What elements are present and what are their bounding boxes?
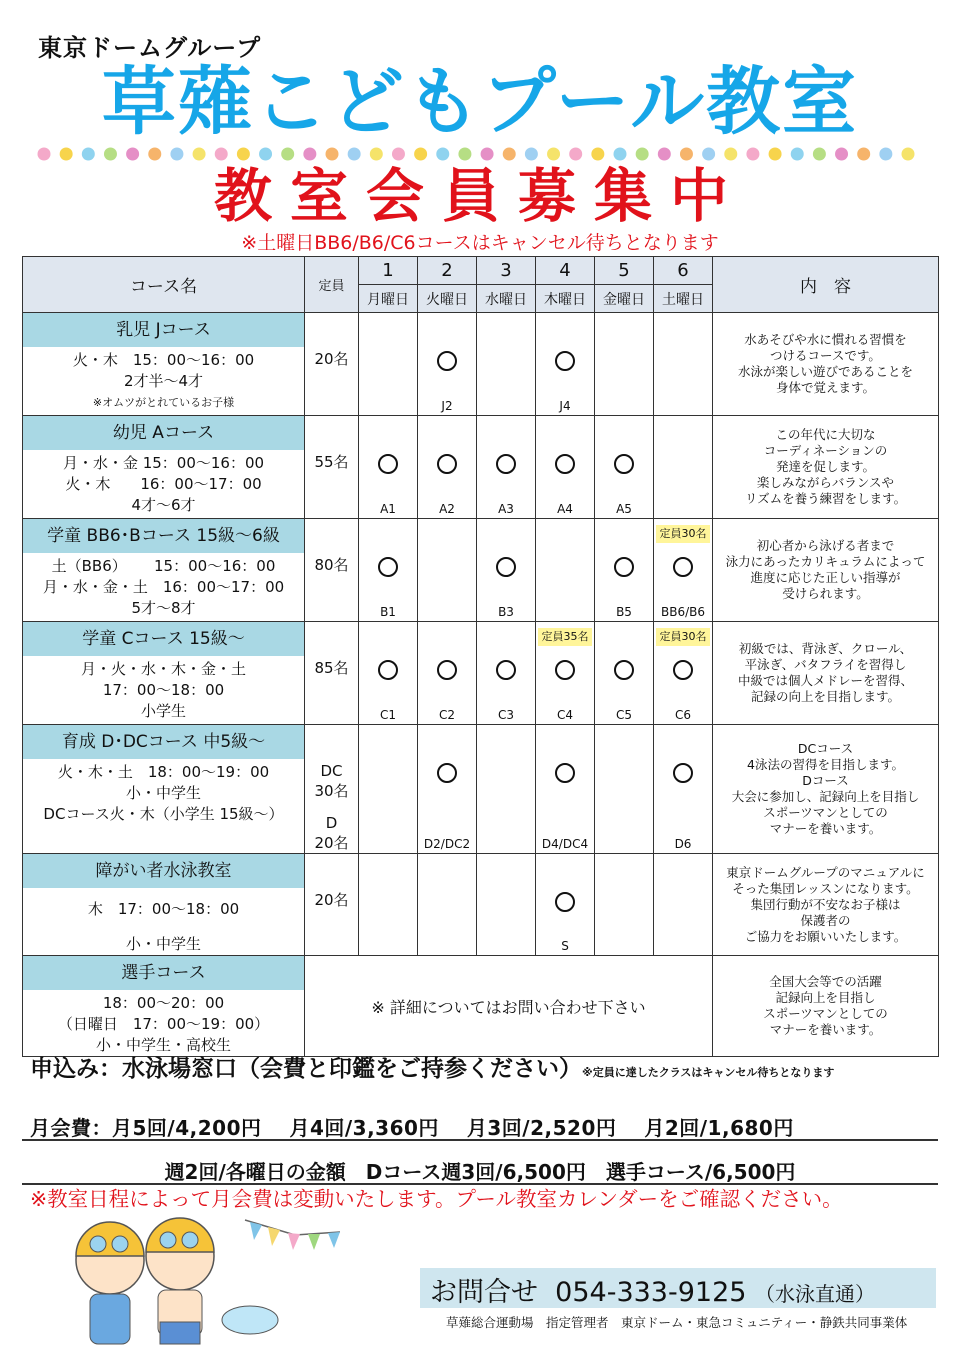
- class-offered-mark: [555, 892, 575, 912]
- day-cell: [477, 622, 536, 725]
- decor-dot: [481, 148, 494, 161]
- description-line: 水あそびや水に慣れる習慣を: [744, 332, 907, 347]
- class-offered-mark: [614, 660, 634, 680]
- description-line: 中級では個人メドレーを習得、: [737, 673, 913, 688]
- day-cell: [418, 519, 477, 622]
- contact-label: お問合せ: [430, 1277, 538, 1308]
- day-cell: [595, 519, 654, 622]
- capacity-line: DC: [320, 762, 343, 780]
- course-detail-line: 火・木・土 18：00〜19：00: [57, 763, 270, 781]
- decor-dot: [680, 148, 693, 161]
- course-detail-line: 小・中学生: [125, 935, 201, 953]
- header-day-num: 2: [418, 257, 477, 285]
- day-cell: [418, 622, 477, 725]
- capacity-cell: 20名: [305, 313, 359, 416]
- description-line: 初級では、背泳ぎ、クロール、: [738, 641, 913, 656]
- course-cell: [23, 854, 305, 956]
- class-offered-mark: [673, 763, 693, 783]
- phone-number[interactable]: 054-333-9125: [555, 1277, 747, 1308]
- course-detail-line: 月・火・水・木・金・土: [80, 660, 246, 678]
- day-cell: [595, 725, 654, 854]
- class-code: D4/DC4: [541, 837, 589, 851]
- description-line: スポーツマンとしての: [763, 805, 888, 820]
- day-cell: [477, 854, 536, 956]
- day-cell: [654, 725, 713, 854]
- day-cell: [536, 313, 595, 416]
- course-cell: [23, 519, 305, 622]
- course-row: [23, 854, 939, 956]
- capacity-cell: 85名: [305, 622, 359, 725]
- course-row: [23, 725, 939, 854]
- decor-dot: [348, 148, 361, 161]
- course-name: 学童 BB6･Bコース 15級〜6級: [23, 519, 304, 553]
- course-detail-line: 小学生: [140, 702, 186, 720]
- decor-dot: [82, 148, 95, 161]
- kids-illustration: [60, 1210, 390, 1350]
- page-title: 草薙こどもプール教室: [101, 59, 859, 145]
- class-code: B5: [616, 605, 632, 619]
- decor-dot: [370, 148, 383, 161]
- class-offered-mark: [437, 351, 457, 371]
- application-note: ※定員に達したクラスはキャンセル待ちとなります: [582, 1066, 835, 1079]
- class-code: J4: [559, 399, 571, 413]
- operator-footer: 草薙総合運動場 指定管理者 東京ドーム・東急コミュニティー・静鉄共同事業体: [446, 1315, 908, 1330]
- description-line: 保護者の: [800, 912, 851, 928]
- class-code: C2: [438, 708, 455, 722]
- course-name: 育成 D･DCコース 中5級〜: [23, 725, 304, 759]
- capacity-badge: 定員35名: [538, 628, 592, 646]
- course-description: [713, 519, 939, 622]
- course-name: 学童 Cコース 15級〜: [23, 622, 304, 656]
- class-code: C4: [556, 708, 573, 722]
- class-code: D2/DC2: [423, 837, 471, 851]
- class-code: A3: [498, 502, 514, 516]
- decor-dot: [193, 148, 206, 161]
- day-cell: [418, 725, 477, 854]
- decor-dot: [835, 148, 848, 161]
- class-code: B3: [498, 605, 514, 619]
- course-detail-line: 小・中学生・高校生: [95, 1036, 231, 1054]
- class-code: BB6/B6: [660, 605, 705, 619]
- description-line: DCコース: [797, 741, 854, 756]
- course-info: [23, 553, 304, 619]
- day-cell: [359, 725, 418, 854]
- description-line: 受けられます。: [782, 586, 869, 601]
- capacity-line: D: [325, 814, 338, 832]
- day-cell: [477, 725, 536, 854]
- monthly-fees: 月会費：月5回/4,200円 月4回/3,360円 月3回/2,520円 月2回/1,680円: [30, 1116, 794, 1140]
- course-info: [23, 990, 304, 1056]
- day-cell: [654, 519, 713, 622]
- decor-dot: [60, 148, 73, 161]
- class-offered-mark: [673, 660, 693, 680]
- class-code: J2: [441, 399, 453, 413]
- day-cell: [536, 854, 595, 956]
- course-name: 幼児 Aコース: [23, 416, 304, 450]
- decor-dot: [414, 148, 427, 161]
- description-line: リズムを養う練習をします。: [744, 491, 907, 506]
- header-capacity: 定員: [305, 257, 359, 313]
- day-cell: [595, 416, 654, 519]
- application-info: [30, 1050, 834, 1083]
- class-code: A5: [616, 502, 632, 516]
- description-line: 進度に応じた正しい指導が: [750, 570, 901, 585]
- header-day-num: 4: [536, 257, 595, 285]
- class-offered-mark: [437, 454, 457, 474]
- class-code: A1: [380, 502, 396, 516]
- decor-dot: [636, 148, 649, 161]
- decor-dot: [104, 148, 117, 161]
- day-cell: [536, 519, 595, 622]
- description-line: 泳力にあったカリキュラムによって: [725, 554, 926, 569]
- day-cell: [536, 622, 595, 725]
- header-day-name: 土曜日: [654, 285, 713, 313]
- capacity-cell: 20名: [305, 854, 359, 956]
- course-cell: [23, 622, 305, 725]
- capacity-line: 20名: [314, 834, 349, 852]
- capacity-badge: 定員30名: [656, 628, 710, 646]
- course-row: [23, 313, 939, 416]
- day-cell: [359, 622, 418, 725]
- decor-dot: [791, 148, 804, 161]
- course-description: [713, 622, 939, 725]
- decor-dot: [259, 148, 272, 161]
- course-detail-line: 月・水・金 15：00〜16：00: [62, 454, 265, 472]
- description-line: 楽しみながらバランスや: [756, 475, 895, 490]
- course-info: [23, 888, 304, 955]
- course-detail-line: 火・木 16：00〜17：00: [65, 475, 262, 493]
- decor-dot: [902, 148, 915, 161]
- day-cell: [654, 622, 713, 725]
- decor-dot: [658, 148, 671, 161]
- class-code: C5: [615, 708, 632, 722]
- description-line: 集団行動が不安なお子様は: [750, 896, 901, 912]
- day-cell: [359, 519, 418, 622]
- description-line: 全国大会等での活躍: [769, 974, 882, 989]
- course-detail-line: 土（BB6） 15：00〜16：00: [51, 557, 276, 575]
- day-cell: [654, 313, 713, 416]
- description-line: スポーツマンとしての: [763, 1006, 888, 1021]
- day-cell: [595, 622, 654, 725]
- description-line: マナーを養います。: [769, 1022, 882, 1037]
- decor-dot: [547, 148, 560, 161]
- description-line: ご協力をお願いいたします。: [744, 928, 907, 944]
- description-line: コーディネーションの: [763, 443, 888, 458]
- class-offered-mark: [673, 557, 693, 577]
- decor-dot: [614, 148, 627, 161]
- course-name: 乳児 Jコース: [23, 313, 304, 347]
- course-detail-line: （日曜日 17：00〜19：00）: [57, 1015, 270, 1033]
- decor-dot: [702, 148, 715, 161]
- application-text: 申込み：水泳場窓口（会費と印鑑をご持参ください）: [30, 1056, 582, 1082]
- description-line: 4泳法の習得を目指します。: [747, 757, 904, 772]
- decor-dot: [392, 148, 405, 161]
- decor-dot: [281, 148, 294, 161]
- course-detail-line: 月・水・金・土 16：00〜17：00: [42, 578, 285, 596]
- description-line: 大会に参加し、記録向上を目指し: [731, 789, 920, 804]
- class-code: C3: [497, 708, 514, 722]
- course-detail-line: 4才〜6才: [131, 496, 196, 514]
- decor-dot: [724, 148, 737, 161]
- class-code: A2: [439, 502, 455, 516]
- description-line: 身体で覚えます。: [775, 380, 875, 395]
- class-offered-mark: [555, 763, 575, 783]
- decor-dot: [170, 148, 183, 161]
- course-description: [713, 313, 939, 416]
- decor-dot: [303, 148, 316, 161]
- decor-dot: [458, 148, 471, 161]
- class-offered-mark: [614, 454, 634, 474]
- header-day-name: 水曜日: [477, 285, 536, 313]
- course-info: [23, 450, 304, 516]
- course-detail-line: 木 17：00〜18：00: [87, 900, 240, 918]
- recruit-heading: 教室会員募集中: [213, 162, 746, 230]
- class-offered-mark: [496, 454, 516, 474]
- decor-dot: [569, 148, 582, 161]
- class-offered-mark: [378, 454, 398, 474]
- description-line: つけるコースです。: [770, 348, 881, 363]
- day-cell: [477, 416, 536, 519]
- class-offered-mark: [555, 660, 575, 680]
- inquiry-note: ※ 詳細についてはお問い合わせ下さい: [305, 956, 713, 1057]
- course-row: [23, 416, 939, 519]
- course-cell: [23, 725, 305, 854]
- day-cell: [654, 416, 713, 519]
- class-offered-mark: [614, 557, 634, 577]
- capacity-cell: 55名: [305, 416, 359, 519]
- decor-dot: [436, 148, 449, 161]
- class-code: D6: [674, 837, 692, 851]
- day-cell: [595, 854, 654, 956]
- fee-note: ※教室日程によって月会費は変動いたします。プール教室カレンダーをご確認ください。: [30, 1187, 843, 1211]
- contact-info: [430, 1270, 875, 1309]
- day-cell: [418, 416, 477, 519]
- course-info: [23, 759, 304, 825]
- decor-dot: [879, 148, 892, 161]
- header-day-name: 木曜日: [536, 285, 595, 313]
- class-code: C6: [674, 708, 691, 722]
- description-line: 東京ドームグループのマニュアルに: [726, 864, 925, 880]
- capacity-cell: [305, 725, 359, 854]
- course-description: [713, 956, 939, 1057]
- course-detail-line: 2才半〜4才: [123, 372, 204, 390]
- decor-dot: [857, 148, 870, 161]
- class-offered-mark: [496, 557, 516, 577]
- header-day-num: 1: [359, 257, 418, 285]
- course-detail-line: 5才〜8才: [131, 599, 196, 617]
- day-cell: [359, 313, 418, 416]
- description-line: 記録向上を目指し: [775, 990, 876, 1005]
- course-cell: [23, 416, 305, 519]
- header-day-name: 月曜日: [359, 285, 418, 313]
- day-cell: [418, 854, 477, 956]
- header-content: 内 容: [713, 257, 939, 313]
- course-name: 選手コース: [23, 956, 304, 990]
- day-cell: [654, 854, 713, 956]
- header-course: コース名: [23, 257, 305, 313]
- day-cell: [418, 313, 477, 416]
- header-day-name: 火曜日: [418, 285, 477, 313]
- day-cell: [359, 854, 418, 956]
- description-line: 記録の向上を目指します。: [750, 689, 900, 704]
- description-line: 平泳ぎ、バタフライを習得し: [744, 657, 907, 672]
- schedule-table: [22, 256, 939, 1057]
- day-cell: [477, 519, 536, 622]
- class-offered-mark: [437, 660, 457, 680]
- course-description: [713, 416, 939, 519]
- day-cell: [359, 416, 418, 519]
- class-offered-mark: [555, 454, 575, 474]
- course-detail-line: DCコース火・木（小学生 15級〜）: [43, 805, 284, 823]
- course-detail-line: 小・中学生: [125, 784, 201, 802]
- day-cell: [595, 313, 654, 416]
- course-description: [713, 854, 939, 956]
- course-detail-line: 火・木 15：00〜16：00: [72, 351, 255, 369]
- course-row: [23, 956, 939, 1057]
- description-line: この年代に大切な: [775, 427, 876, 442]
- day-cell: [536, 416, 595, 519]
- header-day-num: 6: [654, 257, 713, 285]
- decor-dot: [126, 148, 139, 161]
- capacity-cell: 80名: [305, 519, 359, 622]
- decor-dot: [746, 148, 759, 161]
- decor-dot: [237, 148, 250, 161]
- course-info: [23, 347, 304, 413]
- decor-dot: [38, 148, 51, 161]
- decor-dot: [148, 148, 161, 161]
- class-offered-mark: [378, 557, 398, 577]
- class-code: C1: [379, 708, 396, 722]
- class-code: B1: [380, 605, 396, 619]
- capacity-badge: 定員30名: [656, 525, 710, 543]
- decor-dot: [591, 148, 604, 161]
- description-line: Dコース: [802, 773, 849, 788]
- course-detail-line: ※オムツがとれているお子様: [92, 396, 235, 409]
- capacity-line: [305, 801, 358, 813]
- header-day-num: 3: [477, 257, 536, 285]
- decor-dot: [525, 148, 538, 161]
- class-offered-mark: [437, 763, 457, 783]
- class-offered-mark: [378, 660, 398, 680]
- description-line: 水泳が楽しい遊びであることを: [737, 364, 913, 379]
- description-line: そった集団レッスンになります。: [732, 880, 919, 896]
- day-cell: [477, 313, 536, 416]
- class-code: A4: [557, 502, 573, 516]
- course-name: 障がい者水泳教室: [23, 854, 304, 888]
- header-day-num: 5: [595, 257, 654, 285]
- group-name: 東京ドームグループ: [38, 34, 262, 62]
- decor-dot: [326, 148, 339, 161]
- decor-dot: [215, 148, 228, 161]
- decor-dot: [769, 148, 782, 161]
- saturday-waitlist-note: ※土曜日BB6/B6/C6コースはキャンセル待ちとなります: [241, 232, 719, 254]
- course-detail-line: 17：00〜18：00: [102, 681, 225, 699]
- header-day-name: 金曜日: [595, 285, 654, 313]
- course-detail-line: 18：00〜20：00: [102, 994, 225, 1012]
- class-offered-mark: [496, 660, 516, 680]
- other-fees: 週2回/各曜日の金額 Dコース週3回/6,500円 選手コース/6,500円: [164, 1160, 796, 1184]
- description-line: 初心者から泳げる者まで: [756, 538, 895, 553]
- day-cell: [536, 725, 595, 854]
- capacity-line: 30名: [314, 782, 349, 800]
- course-row: [23, 519, 939, 622]
- direct-line-note: （水泳直通）: [755, 1282, 876, 1306]
- decor-dot: [813, 148, 826, 161]
- course-cell: [23, 956, 305, 1057]
- class-offered-mark: [555, 351, 575, 371]
- description-line: 発達を促します。: [775, 459, 875, 474]
- course-description: [713, 725, 939, 854]
- divider: [22, 1139, 938, 1141]
- decor-dot: [503, 148, 516, 161]
- course-cell: [23, 313, 305, 416]
- course-info: [23, 656, 304, 722]
- description-line: マナーを養います。: [769, 821, 882, 836]
- class-code: S: [561, 939, 569, 953]
- course-row: [23, 622, 939, 725]
